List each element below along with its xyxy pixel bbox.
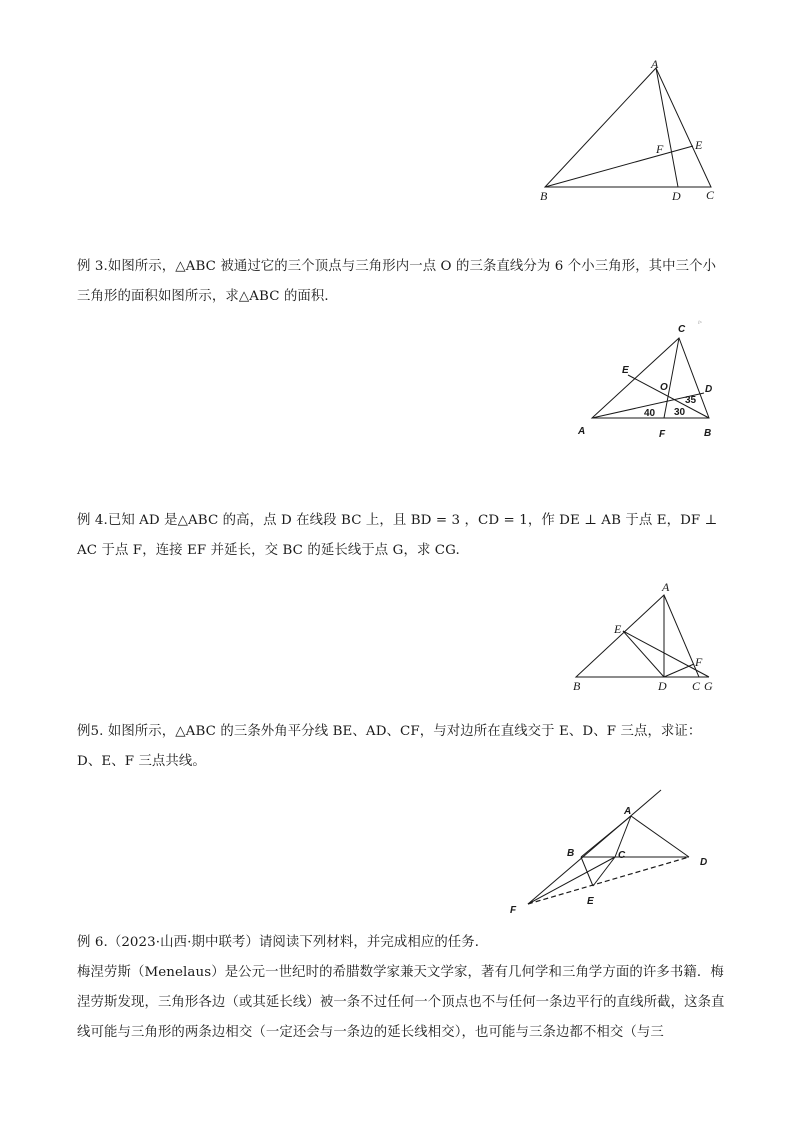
label-c: C — [678, 324, 686, 335]
label-o: O — [660, 382, 668, 393]
line-def-dashed — [528, 857, 689, 904]
triangle-abc — [576, 595, 699, 677]
label-g: G — [704, 679, 713, 693]
label-d: D — [705, 384, 713, 395]
label-c: C — [706, 188, 715, 202]
label-e: E — [614, 622, 622, 636]
mark-dot: ▹ — [698, 319, 702, 326]
label-f: F — [659, 429, 666, 440]
label-f: F — [695, 655, 703, 669]
label-e: E — [695, 138, 703, 152]
label-a: A — [651, 57, 659, 71]
label-a: A — [578, 426, 586, 437]
segment-de — [623, 631, 664, 677]
example-3-text: 例 3.如图所示，△ABC 被通过它的三个顶点与三角形内一点 O 的三条直线分为 6 个小三角形，其中三个小三角形的面积如图所示，求△ABC 的面积． — [77, 259, 717, 304]
line-efg — [623, 631, 709, 677]
label-e: E — [587, 896, 594, 907]
label-c: C — [618, 850, 626, 861]
area-label-30: 30 — [674, 407, 686, 418]
line-ba-extended — [528, 790, 661, 904]
example-4-text: 例 4.已知 AD 是△ABC 的高，点 D 在线段 BC 上，且 BD = 3 ，CD = 1，作 DE ⊥ AB 于点 E，DF ⊥ AC 于点 F，连接 EF 并延长，交 BC 的延长线于点 G，求 CG. — [77, 513, 718, 558]
label-b: B — [573, 679, 581, 693]
area-label-35: 35 — [685, 395, 697, 406]
label-d: D — [700, 857, 708, 868]
figure-exterior-bisectors — [503, 784, 718, 919]
label-a: A — [662, 580, 670, 594]
label-b: B — [540, 189, 548, 203]
label-b: B — [704, 428, 712, 439]
line-ad — [631, 816, 689, 857]
label-b: B — [567, 848, 575, 859]
segment-ad — [656, 68, 678, 187]
example-5-text: 例5. 如图所示，△ABC 的三条外角平分线 BE、AD、CF，与对边所在直线交于 E、D、F 三点，求证：D、E、F 三点共线。 — [77, 724, 702, 769]
triangle-abc — [592, 338, 709, 418]
triangle-abc — [545, 68, 711, 187]
label-c: C — [692, 679, 701, 693]
label-f: F — [510, 905, 517, 916]
example-6-body: 梅涅劳斯（Menelaus）是公元一世纪时的希腊数学家兼天文学家，著有几何学和三角学方面的许多书籍．梅涅劳斯发现，三角形各边（或其延长线）被一条不过任何一个顶点也不与任何一条边平行的直线所截，这条直线可能与三角形的两条边相交（一定还会与一条边的延长线相交），也可能与三条边都不相交（与三 — [77, 965, 725, 1040]
area-label-40: 40 — [644, 408, 656, 419]
bisector-be — [581, 857, 593, 886]
segment-df — [664, 664, 694, 677]
figure-altitude-triangle — [566, 578, 726, 696]
segment-be — [545, 146, 693, 187]
label-e: E — [622, 365, 629, 376]
label-d: D — [672, 189, 681, 203]
segment-ce — [593, 857, 615, 886]
label-a: A — [624, 806, 632, 817]
example-6-heading: 例 6.（2023·山西·期中联考）请阅读下列材料，并完成相应的任务． — [77, 935, 489, 950]
label-d: D — [658, 679, 667, 693]
figure-triangle-abc-1 — [530, 55, 730, 205]
label-f: F — [656, 142, 664, 156]
figure-areas-triangle — [568, 318, 720, 443]
bisector-cf — [528, 857, 615, 904]
